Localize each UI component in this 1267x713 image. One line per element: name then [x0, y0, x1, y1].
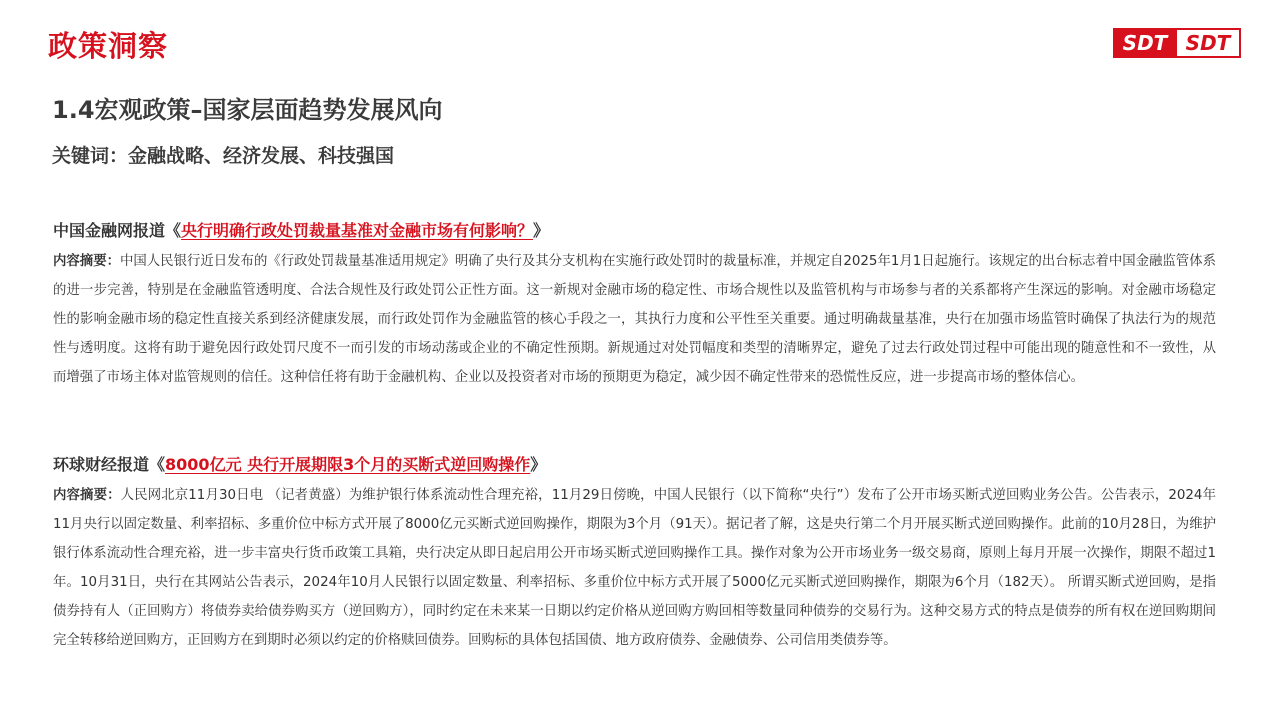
article-summary [53, 247, 1216, 392]
article-source: 中国金融网报道 [53, 221, 166, 240]
summary-label: 内容摘要： [53, 488, 121, 503]
article-card [53, 218, 1216, 392]
sdt-logo [1113, 28, 1241, 58]
article-source: 环球财经报道 [53, 455, 150, 474]
article-source-line [53, 218, 1216, 241]
summary-text: 人民网北京11月30日电 （记者黄盛）为维护银行体系流动性合理充裕，11月29日傍晚，中国人民银行（以下简称“央行”）发布了公开市场买断式逆回购业务公告。公告表示，2024年11月央行以固定数量、利率招标、多重价位中标方式开展了8000亿元买断式逆回购操作，期限为3个月（91天）。据记者了解，这是央行第二个月开展买断式逆回购操作。此前的10月28日，为维护银行体系流动性合理充裕，进一步丰富央行货币政策工具箱，央行决定从即日起启用公开市场买断式逆回购操作工具。操作对象为公开市场业务一级交易商，原则上每月开展一次操作，期限不超过1年。10月31日，央行在其网站公告表示，2024年10月人民银行以固定数量、利率招标、多重价位中标方式开展了5000亿元买断式逆回购操作，期限为6个月（182天）。 所谓买断式逆回购，是指债券持有人（正回购方）将债券卖给债券购买方（逆回购方），同时约定在未来某一日期以约定价格从逆回购方购回相等数量同种债券的交易行为。这种交易方式的特点是债券的所有权在逆回购期间完全转移给逆回购方，正回购方在到期时必须以约定的价格赎回债券。回购标的具体包括国债、地方政府债券、金融债券、公司信用类债券等。 [53, 488, 1216, 648]
logo-text-left: SDT [1122, 31, 1168, 55]
logo-text-right: SDT [1185, 31, 1231, 55]
close-quote: 》 [530, 455, 547, 474]
open-quote: 《 [165, 221, 182, 240]
page-heading: 1.4宏观政策–国家层面趋势发展风向 [52, 96, 443, 124]
summary-label: 内容摘要： [53, 254, 120, 269]
section-title: 政策洞察 [48, 29, 169, 63]
open-quote: 《 [149, 455, 166, 474]
article-title-link[interactable]: 8000亿元 央行开展期限3个月的买断式逆回购操作 [165, 455, 531, 474]
article-summary [53, 481, 1216, 655]
keywords-line: 关键词：金融战略、经济发展、科技强国 [52, 145, 395, 167]
article-title-link[interactable]: 央行明确行政处罚裁量基准对金融市场有何影响？ [181, 221, 534, 240]
article-source-line [53, 452, 1216, 475]
article-card [53, 452, 1216, 655]
summary-text: 中国人民银行近日发布的《行政处罚裁量基准适用规定》明确了央行及其分支机构在实施行政处罚时的裁量标准，并规定自2025年1月1日起施行。该规定的出台标志着中国金融监管体系的进一步完善，特别是在金融监管透明度、合法合规性及行政处罚公正性方面。这一新规对金融市场的稳定性、市场合规性以及监管机构与市场参与者的关系都将产生深远的影响。对金融市场稳定性的影响金融市场的稳定性直接关系到经济健康发展，而行政处罚作为金融监管的核心手段之一，其执行力度和公平性至关重要。通过明确裁量基准，央行在加强市场监管时确保了执法行为的规范性与透明度。这将有助于避免因行政处罚尺度不一而引发的市场动荡或企业的不确定性预期。新规通过对处罚幅度和类型的清晰界定，避免了过去行政处罚过程中可能出现的随意性和不一致性，从而增强了市场主体对监管规则的信任。这种信任将有助于金融机构、企业以及投资者对市场的预期更为稳定，减少因不确定性带来的恐慌性反应，进一步提高市场的整体信心。 [53, 254, 1216, 385]
close-quote: 》 [533, 221, 550, 240]
